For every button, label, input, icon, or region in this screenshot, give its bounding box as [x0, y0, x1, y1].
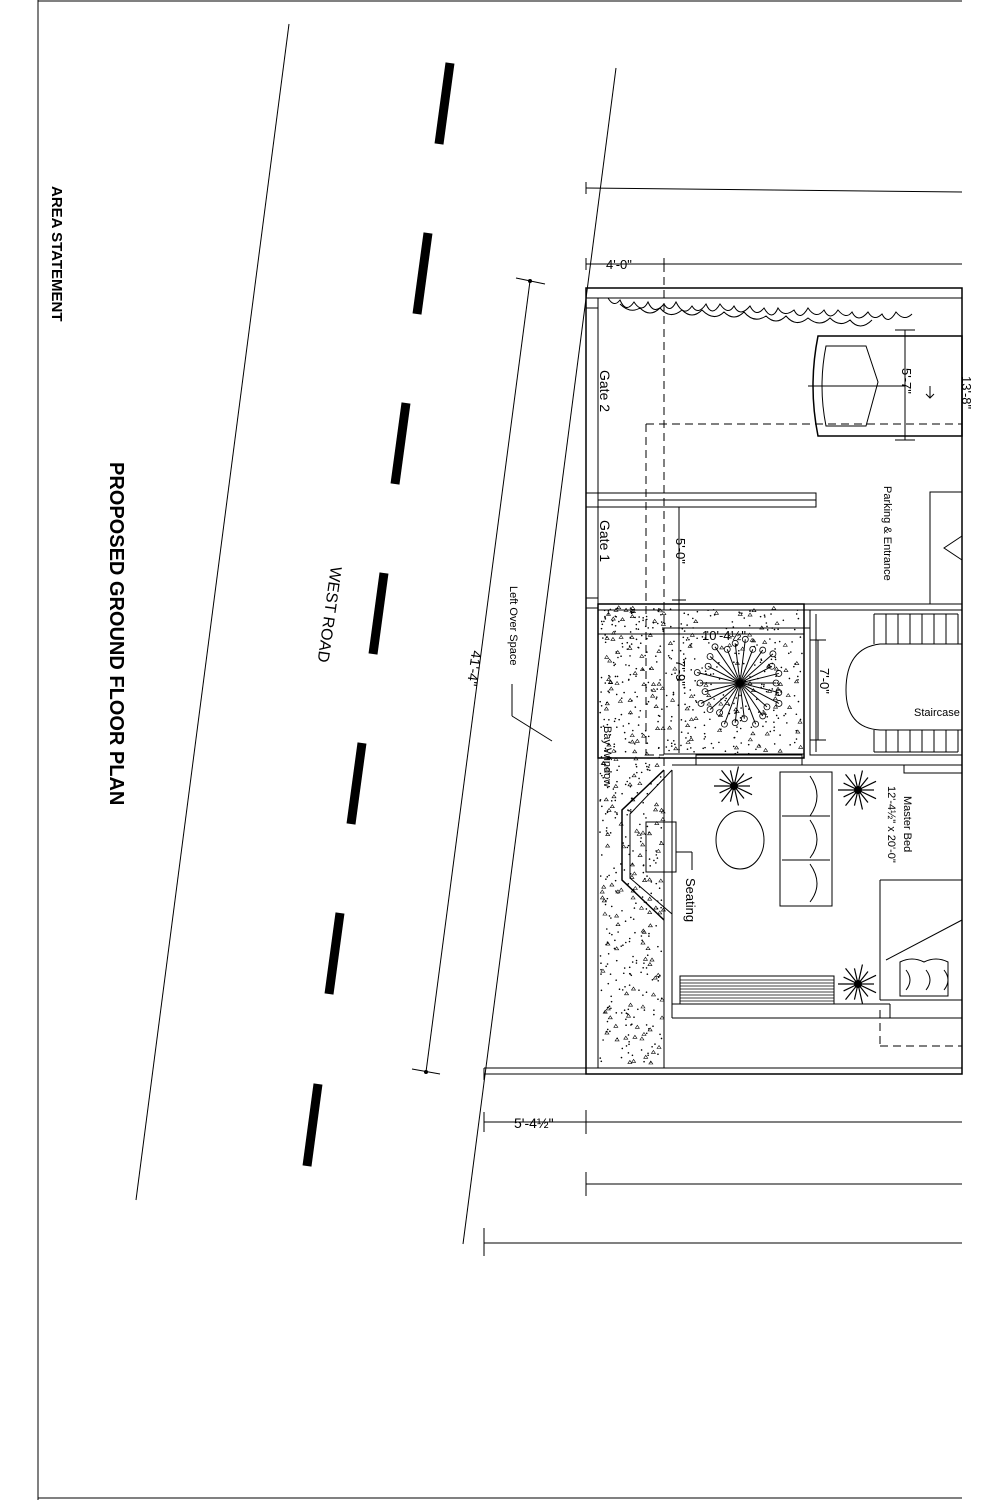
- dim-13-8: 13'-8": [959, 376, 974, 410]
- gate-posts: [586, 298, 816, 608]
- plot-length-label: 41'-4": [464, 649, 485, 688]
- plot-boundary: [484, 288, 962, 1080]
- dim-5-0-label: 5'-0": [673, 538, 688, 564]
- seating-label: Seating: [683, 878, 698, 923]
- courtyard-tree: [694, 636, 782, 727]
- master-bed-furniture: [880, 880, 962, 1000]
- parking-label: Parking & Entrance: [881, 486, 893, 581]
- living-room: [672, 765, 962, 1018]
- hedge-planting: [608, 298, 912, 326]
- dim-7-9: 7'-9": [673, 660, 688, 686]
- gate-1-label: Gate 1: [597, 520, 613, 563]
- dim-7-0: 7'-0": [817, 668, 832, 694]
- master-bed-label: Master Bed: [901, 796, 913, 853]
- area-statement-label: AREA STATEMENT: [48, 186, 65, 322]
- potted-plants: [714, 767, 876, 1004]
- left-over-space-label: Left Over Space: [507, 586, 519, 666]
- dim-5-4-half: 5'-4½": [514, 1115, 554, 1131]
- dim-4-0: 4'-0": [606, 257, 632, 272]
- extension-lines: [484, 182, 962, 1256]
- staircase-label: Staircase: [914, 707, 960, 719]
- dim-5-7: 5'-7": [899, 368, 914, 394]
- sheet-title: PROPOSED GROUND FLOOR PLAN: [105, 462, 127, 806]
- sheet-border: [38, 0, 962, 1500]
- bay-window-label: Bay Window: [601, 726, 613, 788]
- north-arrow: [926, 386, 934, 398]
- road-name: WEST ROAD: [313, 565, 344, 664]
- dim-10-4-half: 10'-4½": [702, 628, 746, 643]
- gate-2-label: Gate 2: [597, 370, 613, 413]
- master-bed-size-label: 12'-4½" x 20'-0": [885, 786, 897, 863]
- bay-window: [622, 770, 692, 1068]
- parking-walls: [598, 492, 962, 610]
